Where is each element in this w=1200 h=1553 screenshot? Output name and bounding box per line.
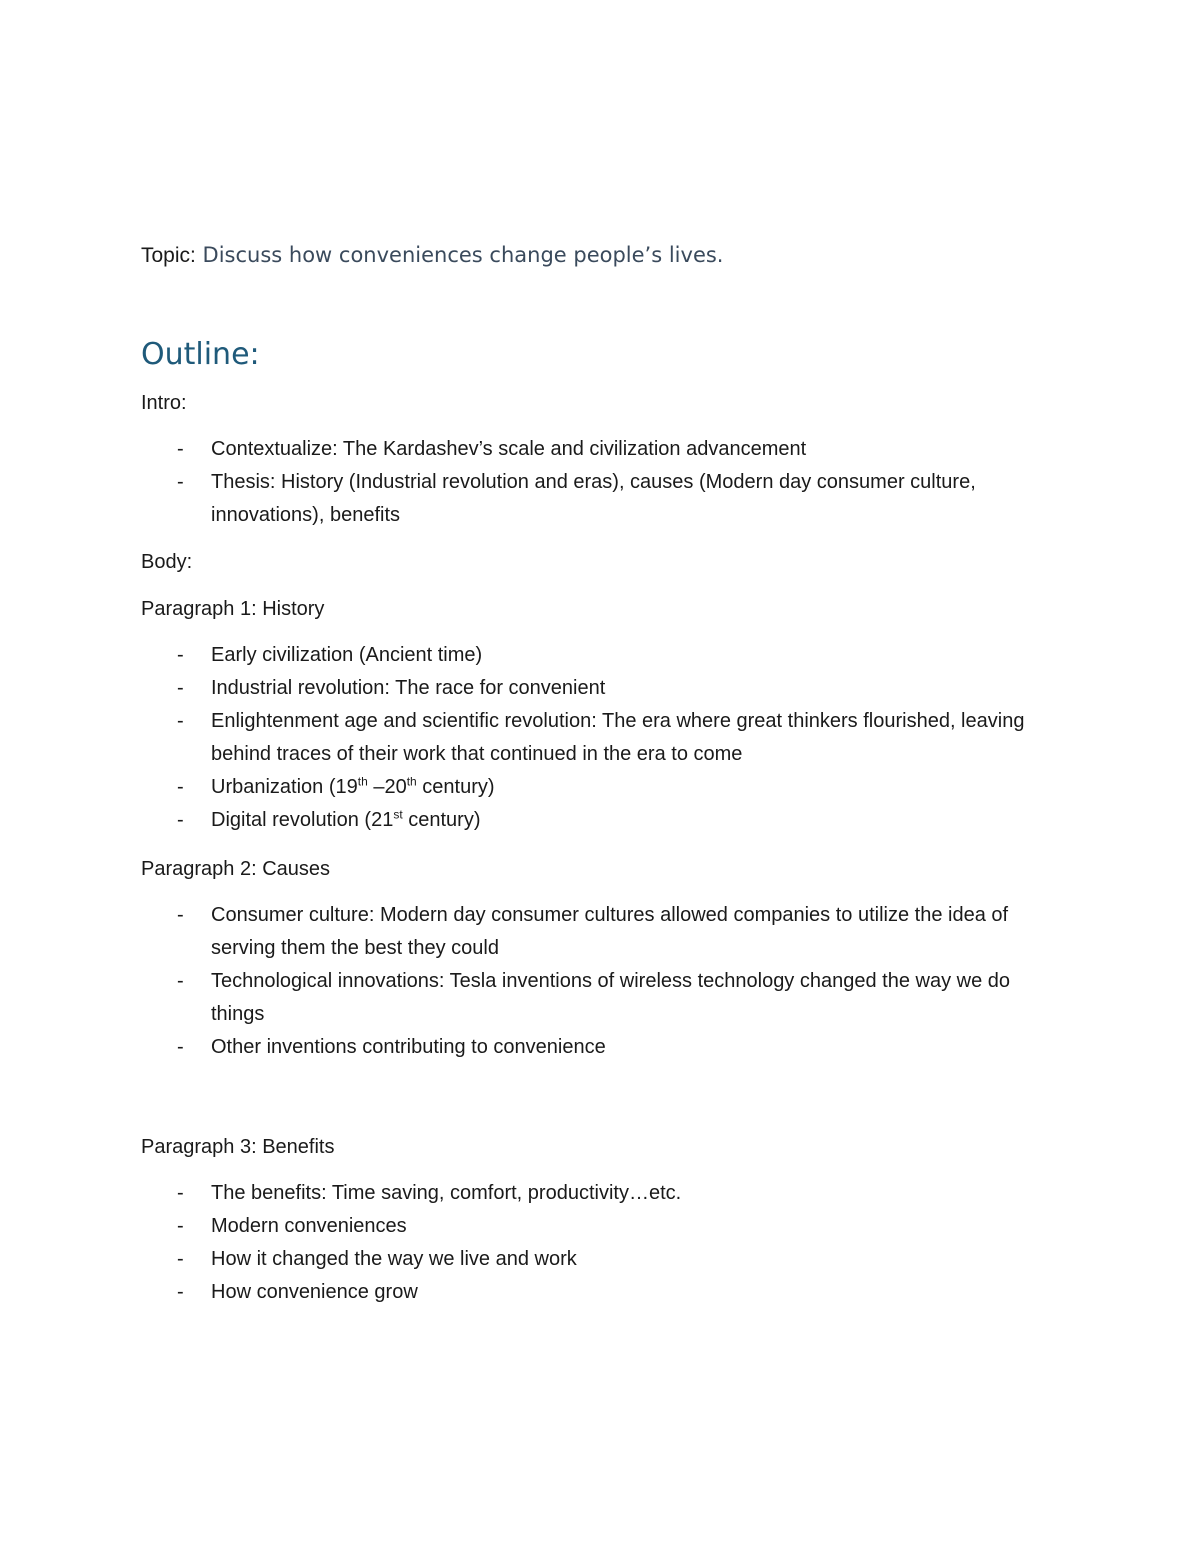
dash-bullet: - [177,471,184,493]
paragraph-3-list [141,1177,1061,1309]
list-item-text: Early civilization (Ancient time) [211,644,483,666]
paragraph-1-list [141,639,1061,837]
dash-bullet: - [177,710,184,732]
dash-bullet: - [177,970,184,992]
list-item [141,1177,1061,1210]
dash-bullet: - [177,1182,184,1204]
superscript: th [357,774,368,789]
topic-text: Discuss how conveniences change people’s lives. [195,243,724,267]
list-item-text: Technological innovations: Tesla inventions of wireless technology changed the way we do things [211,970,1011,1025]
urbanization-post: century) [416,776,495,798]
list-item [141,1031,1061,1064]
list-item [141,672,1061,705]
superscript: th [406,774,417,789]
superscript: st [393,807,403,822]
dash-bullet: - [177,438,184,460]
list-item [141,1210,1061,1243]
list-item [141,433,1061,466]
list-item-text: Thesis: History (Industrial revolution and eras), causes (Modern day consumer culture, innovations), benefits [211,471,976,526]
list-item [141,771,1061,804]
dash-bullet: - [177,776,184,798]
topic-label: Topic: [141,244,196,267]
list-item [141,965,1061,1031]
outline-heading: Outline: [141,337,260,372]
dash-bullet: - [177,809,184,831]
body-label: Body: [141,551,193,573]
list-item-text: How it changed the way we live and work [211,1248,577,1270]
urbanization-pre: Urbanization (19 [211,776,358,798]
list-item-text: Modern conveniences [211,1215,407,1237]
list-item [141,804,1061,837]
digital-post: century) [402,809,481,831]
urbanization-text [211,776,495,798]
paragraph-3-label: Paragraph 3: Benefits [141,1136,335,1158]
list-item-text: Enlightenment age and scientific revolution: The era where great thinkers flourished, leaving behind traces of their work that continued in the era to come [211,710,1025,765]
list-item-text: The benefits: Time saving, comfort, productivity…etc. [211,1182,682,1204]
dash-bullet: - [177,644,184,666]
paragraph-1-label: Paragraph 1: History [141,598,325,620]
list-item [141,705,1061,771]
urbanization-mid: –20 [367,776,407,798]
dash-bullet: - [177,904,184,926]
document-content [141,236,1061,1309]
list-item-text: Consumer culture: Modern day consumer cultures allowed companies to utilize the idea of serving them the best they could [211,904,1009,959]
list-item-text: How convenience grow [211,1281,418,1303]
digital-text [211,809,480,831]
list-item-text: Industrial revolution: The race for convenient [211,677,606,699]
list-item [141,639,1061,672]
list-item-text: Contextualize: The Kardashev’s scale and civilization advancement [211,438,807,460]
digital-pre: Digital revolution (21 [211,809,394,831]
dash-bullet: - [177,1036,184,1058]
intro-list [141,433,1061,532]
list-item [141,1276,1061,1309]
list-item [141,1243,1061,1276]
dash-bullet: - [177,1281,184,1303]
dash-bullet: - [177,1248,184,1270]
dash-bullet: - [177,677,184,699]
list-item-text: Other inventions contributing to convenience [211,1036,606,1058]
dash-bullet: - [177,1215,184,1237]
paragraph-2-label: Paragraph 2: Causes [141,858,331,880]
list-item [141,466,1061,532]
paragraph-2-list [141,899,1061,1064]
list-item [141,899,1061,965]
intro-label: Intro: [141,392,187,414]
topic-line [141,236,1061,275]
